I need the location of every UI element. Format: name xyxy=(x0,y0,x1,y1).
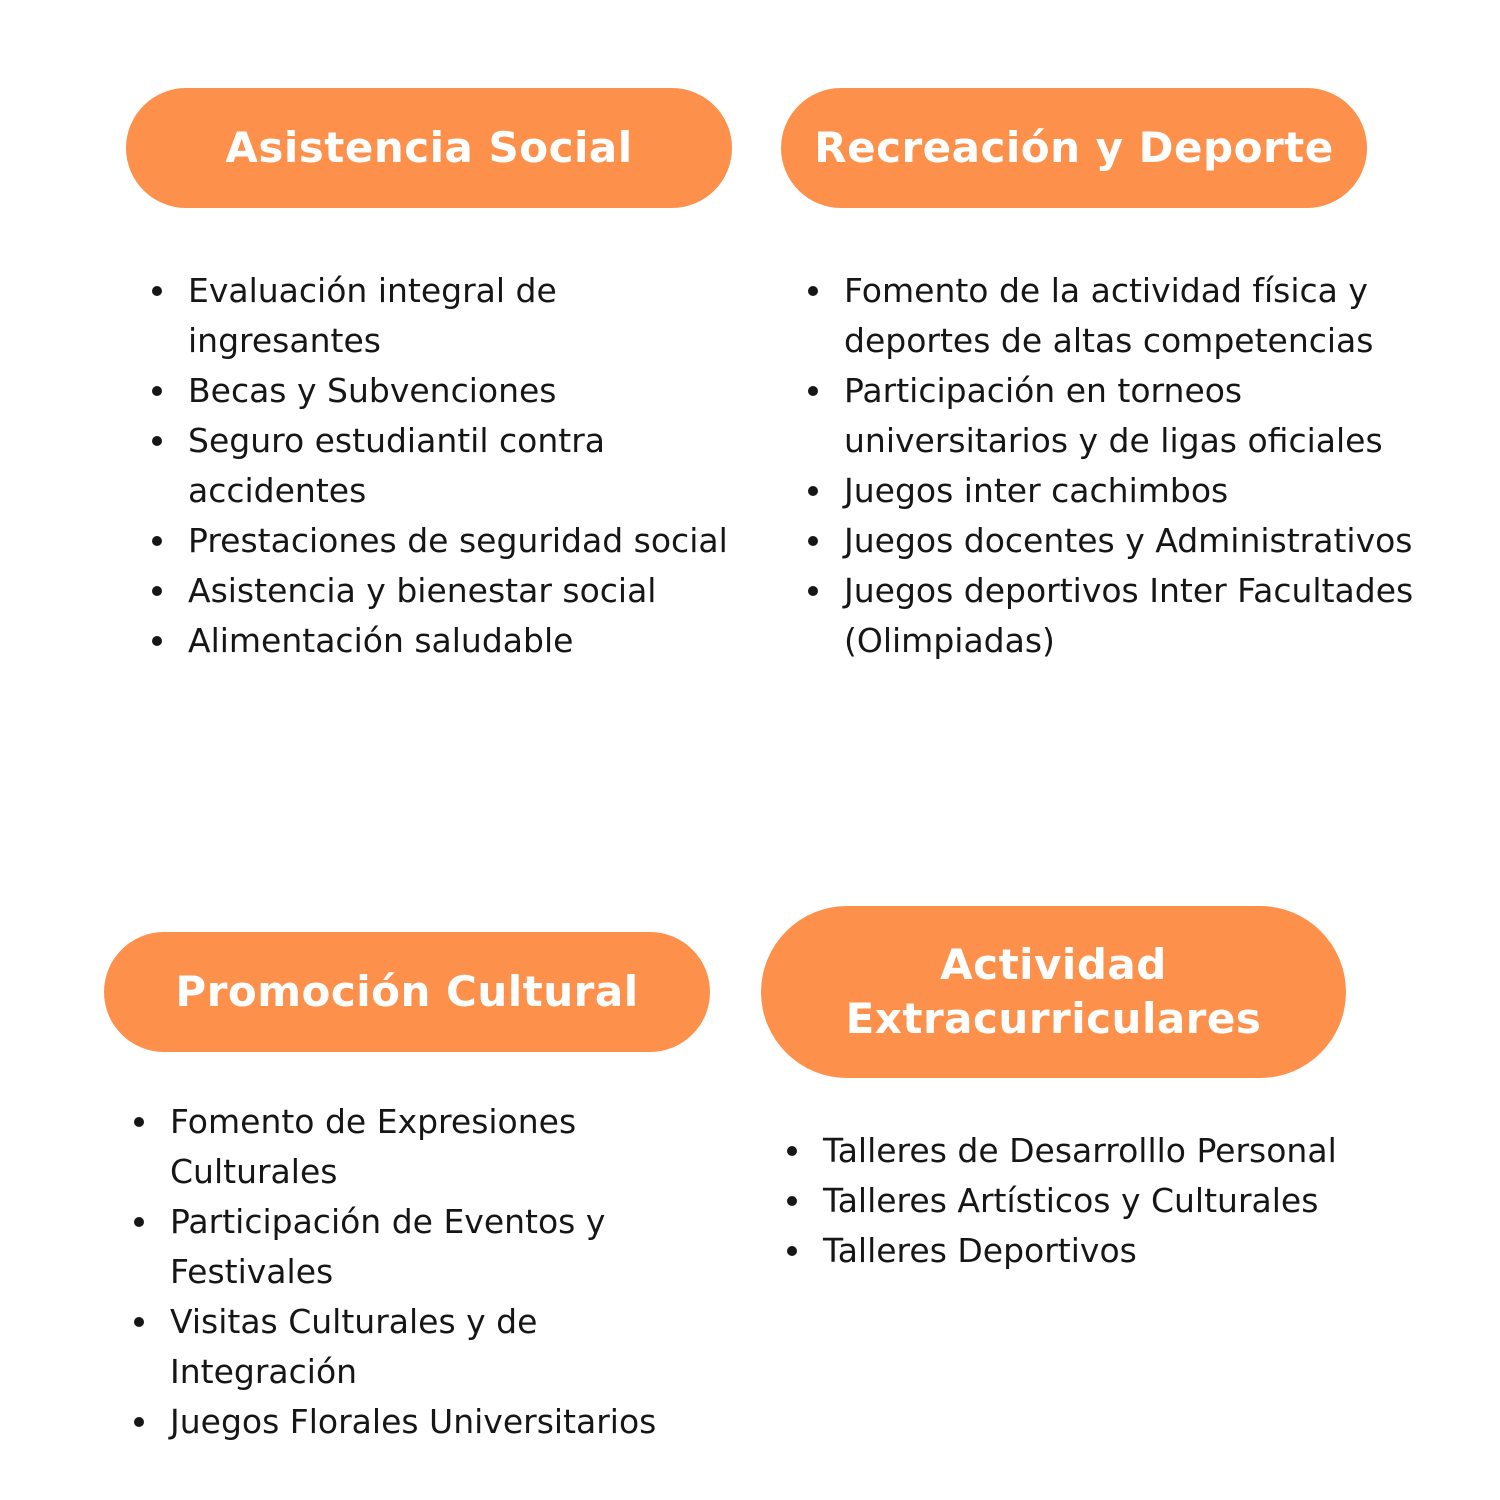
section-title-actividad-extracurriculares xyxy=(761,906,1346,1078)
list-item: Fomento de la actividad física y deportes de altas competencias xyxy=(808,266,1428,366)
list-item: Prestaciones de seguridad social xyxy=(152,516,752,566)
list-item: Becas y Subvenciones xyxy=(152,366,752,416)
list-item: Juegos docentes y Administrativos xyxy=(808,516,1428,566)
section-title-text: Asistencia Social xyxy=(225,123,633,172)
section-title-text: Recreación y Deporte xyxy=(814,123,1334,172)
list-item: Talleres Deportivos xyxy=(787,1226,1467,1276)
list-actividad-extracurriculares xyxy=(787,1126,1467,1276)
list-item: Juegos deportivos Inter Facultades (Olimpiadas) xyxy=(808,566,1428,666)
section-title-asistencia-social xyxy=(126,88,732,208)
section-title-recreacion-deporte xyxy=(781,88,1367,208)
list-item: Talleres de Desarrolllo Personal xyxy=(787,1126,1467,1176)
list-item: Alimentación saludable xyxy=(152,616,752,666)
section-title-text: Promoción Cultural xyxy=(175,967,639,1016)
list-item: Fomento de Expresiones Culturales xyxy=(134,1097,694,1197)
list-item: Participación de Eventos y Festivales xyxy=(134,1197,694,1297)
list-item: Participación en torneos universitarios y de ligas oficiales xyxy=(808,366,1428,466)
list-asistencia-social xyxy=(152,266,752,666)
section-title-promocion-cultural xyxy=(104,932,710,1052)
list-item: Juegos Florales Universitarios xyxy=(134,1397,694,1447)
list-item: Evaluación integral de ingresantes xyxy=(152,266,752,366)
list-item: Asistencia y bienestar social xyxy=(152,566,752,616)
list-recreacion-deporte xyxy=(808,266,1428,666)
list-item: Visitas Culturales y de Integración xyxy=(134,1297,694,1397)
list-item: Juegos inter cachimbos xyxy=(808,466,1428,516)
list-item: Seguro estudiantil contra accidentes xyxy=(152,416,752,516)
list-promocion-cultural xyxy=(134,1097,694,1447)
list-item: Talleres Artísticos y Culturales xyxy=(787,1176,1467,1226)
section-title-text: Actividad Extracurriculares xyxy=(845,940,1262,1043)
